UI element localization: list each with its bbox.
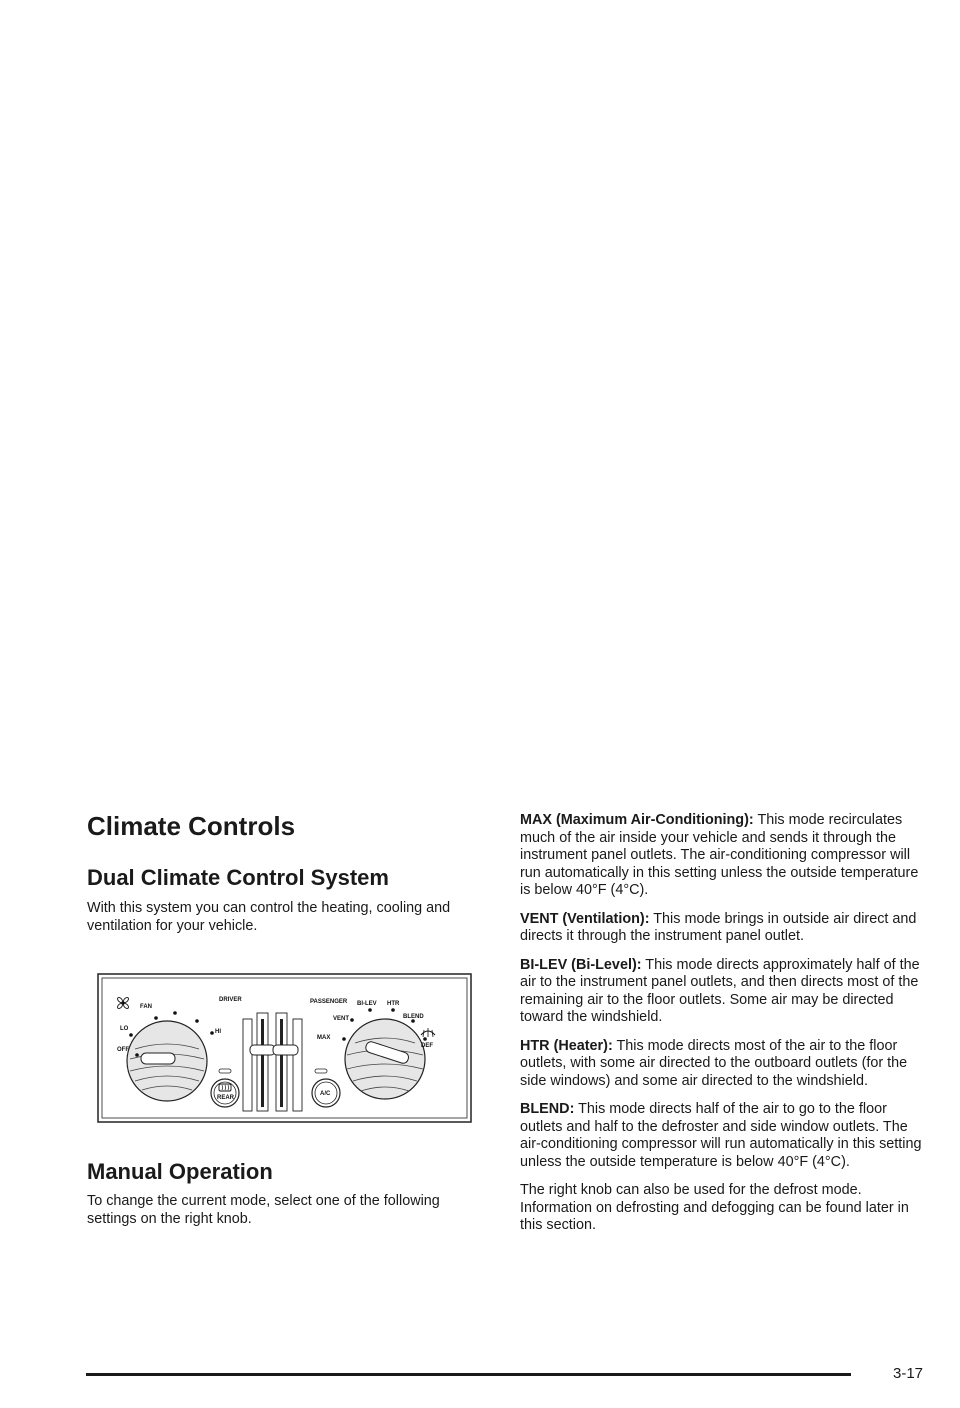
- mode-term: HTR (Heater):: [520, 1037, 613, 1054]
- mode-knob: [345, 1019, 425, 1099]
- label-lo: LO: [120, 1026, 129, 1032]
- manual-operation-heading: Manual Operation: [87, 1159, 273, 1184]
- label-off: OFF: [117, 1047, 129, 1053]
- mode-term: MAX (Maximum Air-Conditioning):: [520, 812, 754, 828]
- mode-desc: This mode directs half of the air to go to the floor outlets and half to the defroster and side window outlets. The air-conditioning compressor will run automatically in this setting unless the outside temperature is below 40°F (4°C).: [520, 1101, 922, 1170]
- page-number: 3-17: [893, 1365, 924, 1382]
- section-subtitle: Dual Climate Control System: [87, 865, 389, 890]
- ac-button: [312, 1079, 340, 1107]
- ac-indicator-lamp: [315, 1069, 327, 1073]
- label-def: DEF: [421, 1043, 433, 1049]
- label-driver: DRIVER: [219, 997, 242, 1003]
- intro-paragraph: With this system you can control the heating, cooling and ventilation for your vehicle.: [87, 900, 451, 934]
- label-vent: VENT: [333, 1016, 350, 1022]
- rear-defrost-indicator-lamp: [219, 1069, 231, 1073]
- closing-paragraph: The right knob can also be used for the defrost mode. Information on defrosting and defogging can be found later in this section.: [520, 1182, 909, 1233]
- mode-desc: This mode directs approximately half of the air to the instrument panel outlets, and then directs most of the remaining air to the floor outlets. Some air may be directed toward the windshield.: [520, 956, 920, 1025]
- manual-operation-section: [87, 1158, 487, 1228]
- label-hi: HI: [215, 1029, 221, 1035]
- mode-item-bilev: [520, 957, 930, 1027]
- climate-panel-diagram: [97, 973, 472, 1123]
- mode-term: BLEND:: [520, 1101, 575, 1117]
- section-title: Climate Controls: [87, 811, 296, 841]
- mode-term: BI-LEV (Bi-Level):: [520, 956, 642, 973]
- label-passenger: PASSENGER: [310, 999, 348, 1005]
- label-max: MAX: [317, 1035, 331, 1041]
- rear-defrost-button: [211, 1079, 239, 1107]
- manual-operation-intro: To change the current mode, select one of the following settings on the right knob.: [87, 1193, 440, 1227]
- mode-desc: This mode brings in outside air direct and directs it through the instrument panel outlet.: [520, 910, 917, 944]
- mode-term: VENT (Ventilation):: [520, 910, 650, 927]
- driver-slider-handle: [250, 1045, 275, 1055]
- left-column: [87, 810, 487, 935]
- label-htr: HTR: [387, 1001, 400, 1007]
- mode-desc: This mode recirculates much of the air inside your vehicle and sends it through the instrument panel outlets. The air-conditioning compressor will run automatically in this setting unless the outside temperature is below 40°F (4°C).: [520, 812, 919, 898]
- mode-desc: This mode directs most of the air to the floor outlets, with some air directed to the outboard outlets (for the side windows) and some air directed to the windshield.: [520, 1037, 908, 1089]
- mode-item-htr: [520, 1038, 930, 1091]
- label-fan: FAN: [140, 1004, 152, 1010]
- label-bilev: BI-LEV: [357, 1001, 377, 1007]
- fan-knob-pointer: [141, 1053, 175, 1064]
- passenger-slider-handle: [273, 1045, 298, 1055]
- mode-item-max: [520, 812, 930, 900]
- fan-knob: [127, 1021, 207, 1101]
- mode-item-blend: [520, 1101, 930, 1171]
- label-ac: A/C: [320, 1091, 331, 1097]
- label-rear: REAR: [217, 1095, 235, 1101]
- climate-control-panel-figure: [97, 973, 472, 1123]
- mode-item-vent: [520, 911, 930, 946]
- mode-descriptions: [520, 812, 930, 1246]
- footer-rule: [86, 1373, 851, 1376]
- label-blend: BLEND: [403, 1014, 424, 1020]
